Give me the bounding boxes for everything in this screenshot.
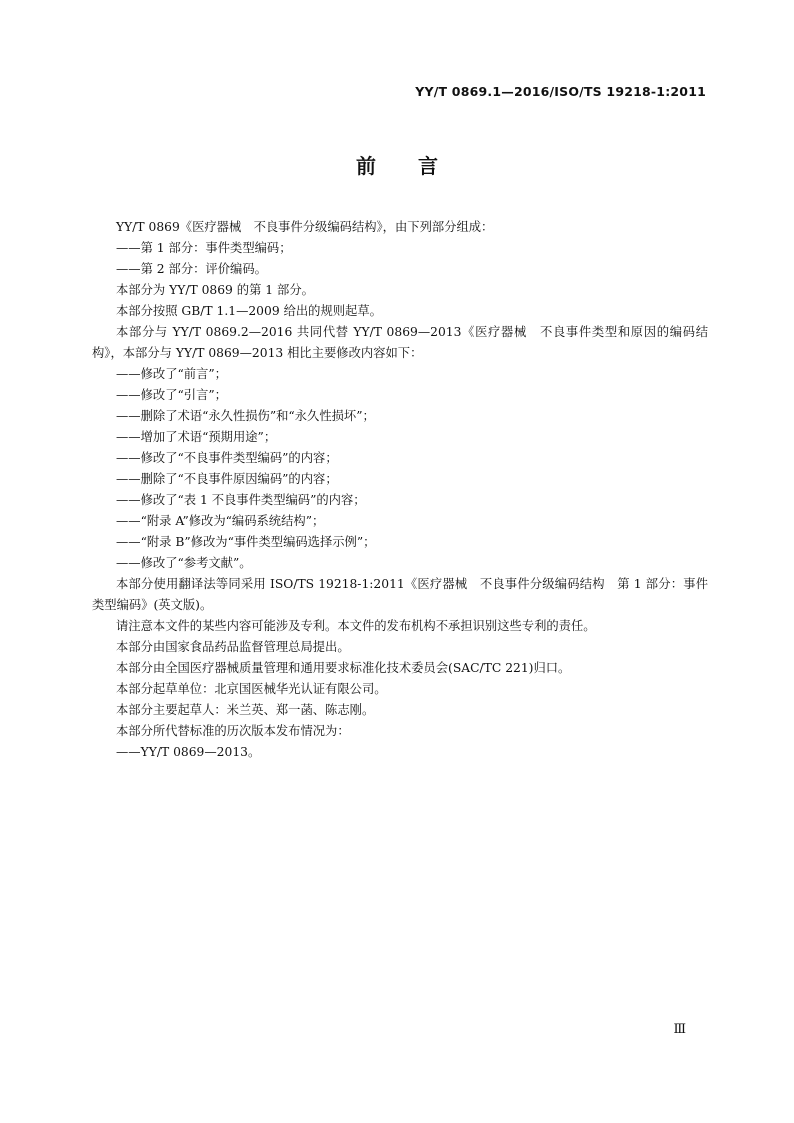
change-item: ——修改了“参考文献”。 <box>116 556 252 570</box>
change-item: ——删除了术语“永久性损伤”和“永久性损坏”； <box>116 409 375 423</box>
change-item: ——修改了“表 1 不良事件类型编码”的内容； <box>116 493 366 507</box>
paragraph-committee: 本部分由全国医疗器械质量管理和通用要求标准化技术委员会(SAC/TC 221)归口。 <box>116 661 571 675</box>
history-item: ——YY/T 0869—2013。 <box>116 745 261 759</box>
change-item: ——删除了“不良事件原因编码”的内容； <box>116 472 338 486</box>
change-item: ——修改了“引言”； <box>116 388 227 402</box>
paragraph-patent-notice: 请注意本文件的某些内容可能涉及专利。本文件的发布机构不承担识别这些专利的责任。 <box>116 619 596 633</box>
change-item: ——“附录 B”修改为“事件类型编码选择示例”； <box>116 535 376 549</box>
change-item: ——“附录 A”修改为“编码系统结构”； <box>116 514 325 528</box>
paragraph-history: 本部分所代替标准的历次版本发布情况为： <box>116 724 350 738</box>
standard-code-header: YY/T 0869.1—2016/ISO/TS 19218-1:2011 <box>415 84 706 99</box>
list-item-part-2: ——第 2 部分：评价编码。 <box>116 262 267 276</box>
change-item: ——修改了“前言”； <box>116 367 227 381</box>
paragraph-drafting-rules: 本部分按照 GB/T 1.1—2009 给出的规则起草。 <box>116 304 382 318</box>
paragraph-part-statement: 本部分为 YY/T 0869 的第 1 部分。 <box>116 283 314 297</box>
paragraph-replacement: 本部分与 YY/T 0869.2—2016 共同代替 YY/T 0869—2013《医疗器械 不良事件类型和原因的编码结构》，本部分与 YY/T 0869—2013 相比主要修改内容如下： <box>92 325 708 360</box>
section-title: 前言 <box>356 154 480 178</box>
change-item: ——修改了“不良事件类型编码”的内容； <box>116 451 338 465</box>
page-number: Ⅲ <box>673 1021 686 1036</box>
paragraph-drafters: 本部分主要起草人：米兰英、郑一菡、陈志刚。 <box>116 703 375 717</box>
paragraph-drafting-unit: 本部分起草单位：北京国医械华光认证有限公司。 <box>116 682 387 696</box>
paragraph-proposer: 本部分由国家食品药品监督管理总局提出。 <box>116 640 350 654</box>
list-item-part-1: ——第 1 部分：事件类型编码； <box>116 241 292 255</box>
paragraph-adoption: 本部分使用翻译法等同采用 ISO/TS 19218-1:2011《医疗器械 不良事件分级编码结构 第 1 部分：事件类型编码》(英文版)。 <box>92 577 708 612</box>
paragraph-composition: YY/T 0869《医疗器械 不良事件分级编码结构》，由下列部分组成： <box>116 220 494 234</box>
foreword-body <box>92 217 708 763</box>
change-item: ——增加了术语“预期用途”； <box>116 430 277 444</box>
